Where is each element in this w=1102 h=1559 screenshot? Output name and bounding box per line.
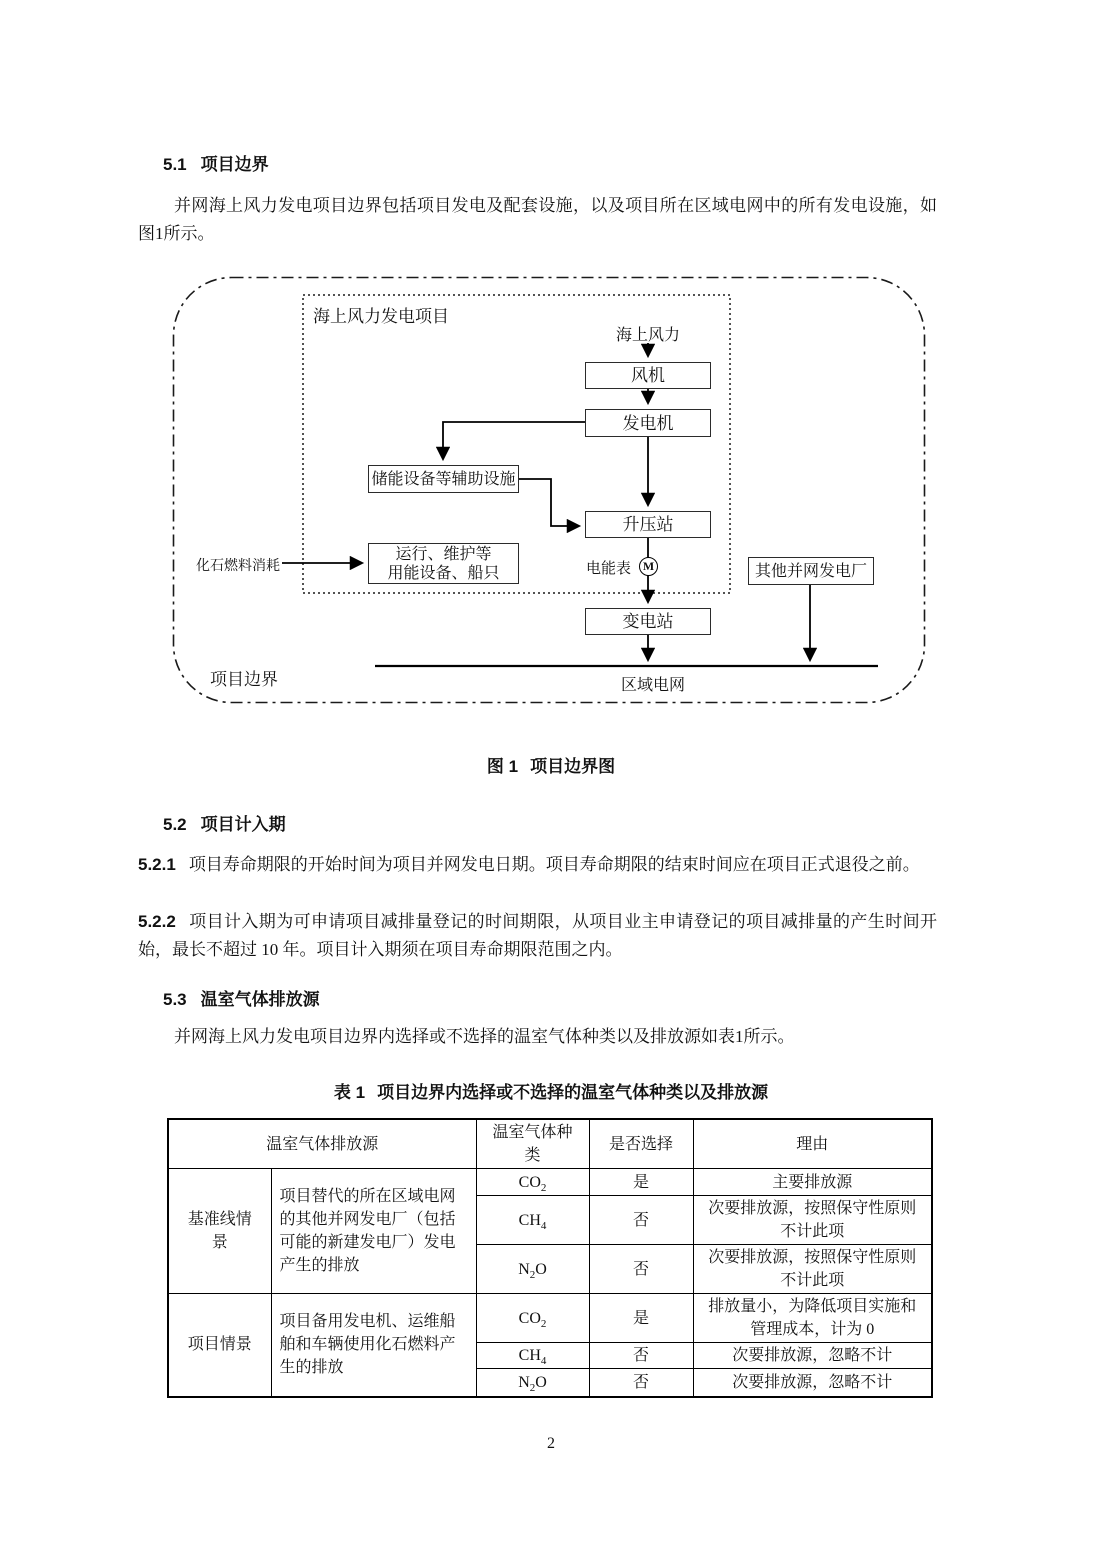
selected-cell: 否 <box>589 1196 693 1245</box>
storage-box: 储能设备等辅助设施 <box>368 465 519 493</box>
gas-formula: CH <box>518 1211 541 1229</box>
table1-caption-title: 项目边界内选择或不选择的温室气体种类以及排放源 <box>377 1083 769 1102</box>
clause-number: 5.2.2 <box>138 912 176 931</box>
gas-cell <box>476 1369 589 1397</box>
om-line1: 运行、维护等 <box>395 545 492 563</box>
clause-text: 项目计入期为可申请项目减排量登记的时间期限，从项目业主申请登记的项目减排量的产生时间开始，最长不超过 10 年。项目计入期须在项目寿命期限范围之内。 <box>138 912 937 959</box>
gas-subscript: 2 <box>540 1181 547 1194</box>
gas-formula: N <box>518 1260 530 1278</box>
header-gas <box>476 1119 589 1169</box>
section-number: 5.1 <box>163 155 187 174</box>
gas-cell <box>476 1245 589 1294</box>
arrow-storage-to-booster <box>519 479 579 526</box>
gas-subscript: 2 <box>529 1268 536 1281</box>
table-row <box>168 1169 932 1196</box>
reason-cell: 次要排放源，按照保守性原则不计此项 <box>693 1196 932 1245</box>
gas-subscript: 2 <box>540 1317 547 1330</box>
clause-number: 5.2.1 <box>138 855 176 874</box>
meter-symbol: M <box>642 559 655 573</box>
table-row <box>168 1294 932 1343</box>
clause-5-2-2 <box>138 908 937 964</box>
baseline-description: 项目替代的所在区域电网的其他并网发电厂（包括可能的新建发电厂）发电产生的排放 <box>271 1169 476 1294</box>
scenario-project: 项目情景 <box>168 1294 271 1397</box>
fossil-fuel-label: 化石燃料消耗 <box>196 559 280 574</box>
substation-box: 变电站 <box>585 608 711 635</box>
meter-label: 电能表 <box>586 561 632 577</box>
header-selected: 是否选择 <box>589 1119 693 1169</box>
selected-cell: 否 <box>589 1369 693 1397</box>
reason-cell: 主要排放源 <box>693 1169 932 1196</box>
wind-source-label: 海上风力 <box>615 327 680 344</box>
gas-subscript: 4 <box>540 1219 547 1232</box>
section-heading-5-2 <box>163 810 286 835</box>
header-reason: 理由 <box>693 1119 932 1169</box>
selected-cell: 否 <box>589 1245 693 1294</box>
reason-cell: 次要排放源，按照保守性原则不计此项 <box>693 1245 932 1294</box>
project-description: 项目备用发电机、运维船舶和车辆使用化石燃料产生的排放 <box>271 1294 476 1397</box>
table1-caption-label: 表 1 <box>333 1083 366 1102</box>
reason-cell: 次要排放源，忽略不计 <box>693 1343 932 1369</box>
gas-cell <box>476 1196 589 1245</box>
table-header-row <box>168 1119 932 1169</box>
page-number: 2 <box>547 1435 555 1452</box>
ghg-sources-table <box>167 1118 933 1398</box>
selected-cell: 是 <box>589 1169 693 1196</box>
section-number: 5.3 <box>163 990 187 1009</box>
gas-cell <box>476 1169 589 1196</box>
other-plants-box: 其他并网发电厂 <box>748 557 874 585</box>
gas-subscript: 2 <box>529 1381 536 1394</box>
outer-boundary-dashdot <box>174 278 925 703</box>
clause-text: 项目寿命期限的开始时间为项目并网发电日期。项目寿命期限的结束时间应在项目正式退役之前。 <box>188 855 920 874</box>
project-boundary-diagram-lines <box>0 270 1102 715</box>
om-equipment-box <box>368 543 519 584</box>
arrow-generator-to-storage <box>443 422 585 459</box>
selected-cell: 否 <box>589 1343 693 1369</box>
header-source: 温室气体排放源 <box>168 1119 476 1169</box>
booster-station-box: 升压站 <box>585 511 711 538</box>
paragraph-5-1: 并网海上风力发电项目边界包括项目发电及配套设施，以及项目所在区域电网中的所有发电设施，如图1所示。 <box>138 196 937 243</box>
paragraph-5-3: 并网海上风力发电项目边界内选择或不选择的温室气体种类以及排放源如表1所示。 <box>174 1027 795 1046</box>
section-heading-5-1 <box>163 150 269 175</box>
project-box-title: 海上风力发电项目 <box>313 307 449 326</box>
selected-cell: 是 <box>589 1294 693 1343</box>
figure1-caption <box>0 752 1102 777</box>
header-gas-text: 温室气体种类 <box>492 1124 573 1164</box>
scenario-baseline <box>168 1169 271 1294</box>
gas-formula: CO <box>518 1173 541 1191</box>
gas-formula-post: O <box>535 1260 547 1278</box>
gas-cell <box>476 1343 589 1369</box>
gas-formula-post: O <box>535 1373 547 1391</box>
gas-formula: CO <box>518 1309 541 1327</box>
table1-caption <box>0 1078 1102 1103</box>
section-number: 5.2 <box>163 815 187 834</box>
clause-5-2-1 <box>138 851 937 879</box>
electricity-meter-icon <box>639 557 658 576</box>
reason-cell: 排放量小，为降低项目实施和管理成本，计为 0 <box>693 1294 932 1343</box>
generator-box: 发电机 <box>585 409 711 437</box>
turbine-box: 风机 <box>585 362 711 389</box>
section-title: 项目计入期 <box>200 815 286 834</box>
section-heading-5-3 <box>163 985 320 1010</box>
regional-grid-label: 区域电网 <box>620 677 685 694</box>
gas-formula: N <box>518 1373 530 1391</box>
figure1-caption-label: 图 1 <box>486 757 519 776</box>
section-title: 温室气体排放源 <box>200 990 320 1009</box>
gas-formula: CH <box>518 1347 541 1364</box>
section-title: 项目边界 <box>200 155 269 174</box>
om-line2: 用能设备、船只 <box>387 564 500 582</box>
gas-subscript: 4 <box>540 1355 547 1368</box>
figure1-caption-title: 项目边界图 <box>530 757 616 776</box>
reason-cell: 次要排放源，忽略不计 <box>693 1369 932 1397</box>
gas-cell <box>476 1294 589 1343</box>
scenario-text: 基准线情景 <box>187 1211 252 1251</box>
boundary-label: 项目边界 <box>210 670 278 689</box>
